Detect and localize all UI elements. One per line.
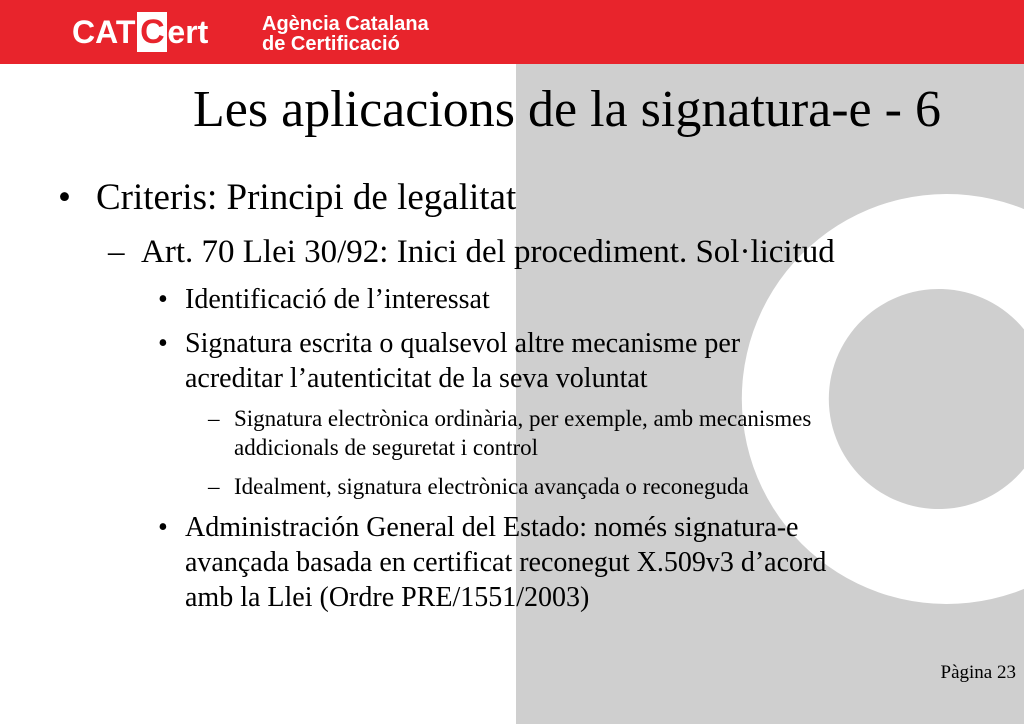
dash-marker: – xyxy=(208,474,220,499)
sub-ordinary-line-1: Signatura electrònica ordinària, per exemple, amb mecanismes xyxy=(234,406,812,431)
header-band xyxy=(0,0,1024,64)
point-identification: Identificació de l’interessat xyxy=(185,284,490,315)
point-signature-line-2: acreditar l’autenticitat de la seva voluntat xyxy=(185,363,648,394)
point-age-line-2: avançada basada en certificat reconegut X.509v3 d’acord xyxy=(185,547,827,578)
page-number: Pàgina 23 xyxy=(940,662,1016,683)
point-age-line-1: Administración General del Estado: només signatura-e xyxy=(185,512,799,543)
logo-c-box: C xyxy=(137,12,167,52)
dash-marker: – xyxy=(108,234,125,270)
agency-line-1: Agència Catalana xyxy=(262,13,429,35)
logo-cat-text: CAT xyxy=(72,14,136,50)
slide-title: Les aplicacions de la signatura-e - 6 xyxy=(193,81,941,138)
logo-ert-text: ert xyxy=(167,14,209,50)
criteria-text: Criteris: Principi de legalitat xyxy=(96,177,517,218)
point-age-line-3: amb la Llei (Ordre PRE/1551/2003) xyxy=(185,582,590,613)
point-signature-line-1: Signatura escrita o qualsevol altre mecanisme per xyxy=(185,328,741,359)
bullet-dot: • xyxy=(58,177,71,218)
dash-marker: – xyxy=(208,406,220,431)
bullet-dot: • xyxy=(158,284,168,315)
agency-line-2: de Certificació xyxy=(262,33,400,55)
catcert-logo xyxy=(72,10,208,54)
sub-advanced: Idealment, signatura electrònica avançada o reconeguda xyxy=(234,474,749,499)
agency-name xyxy=(262,14,429,54)
article-text: Art. 70 Llei 30/92: Inici del procediment. Sol·licitud xyxy=(141,234,835,270)
sub-ordinary-line-2: addicionals de seguretat i control xyxy=(234,435,539,460)
bullet-dot: • xyxy=(158,328,168,359)
bullet-dot: • xyxy=(158,512,168,543)
